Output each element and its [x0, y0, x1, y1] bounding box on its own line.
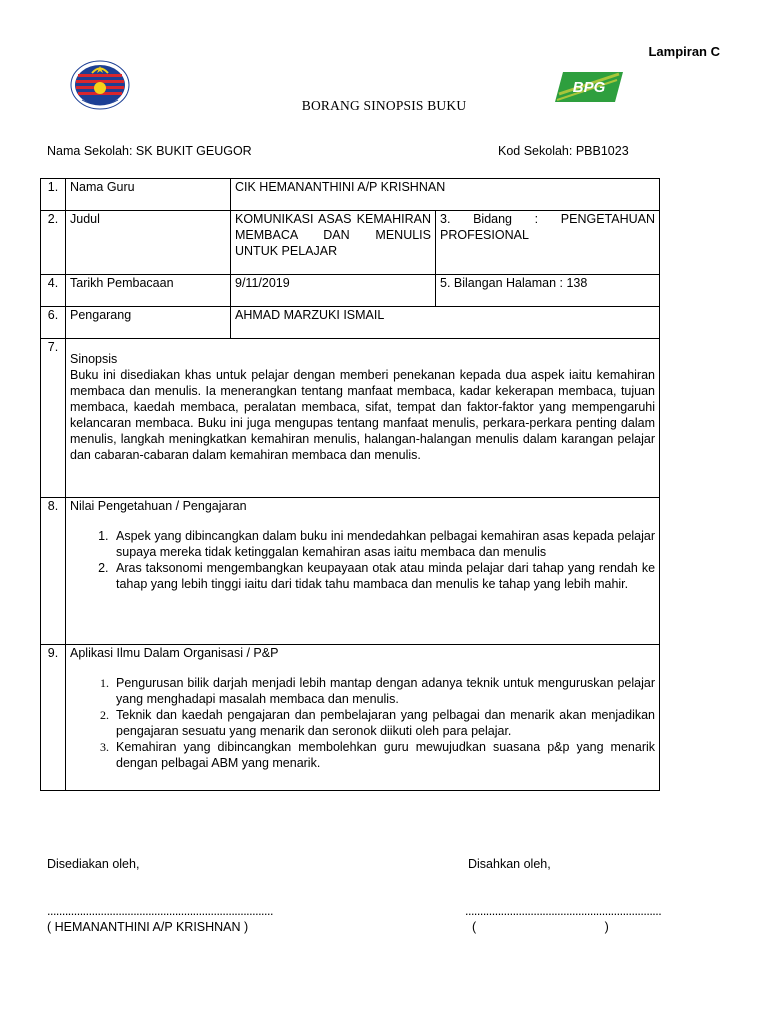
list-item: 3. Kemahiran yang dibincangkan membolehkan guru mewujudkan suasana p&p yang menarik dengan pelbagai ABM yang menarik. [112, 739, 655, 771]
application-cell [66, 645, 660, 791]
synopsis-form-table [40, 178, 660, 791]
list-item: 2. Teknik dan kaedah pengajaran dan pembelajaran yang pelbagai dan menarik akan menjadikan pengajaran sesuatu yang menarik dan seronok diikuti oleh para pelajar. [112, 707, 655, 739]
form-title: BORANG SINOPSIS BUKU [301, 98, 467, 113]
reading-date-value: 9/11/2019 [231, 275, 436, 307]
field-label: Nama Guru [66, 179, 231, 211]
row-number: 4. [41, 275, 66, 307]
field-label: Judul [66, 211, 231, 275]
school-name: Nama Sekolah: SK BUKIT GEUGOR [47, 144, 252, 158]
application-list [70, 675, 655, 771]
row-number: 6. [41, 307, 66, 339]
author-value: AHMAD MARZUKI ISMAIL [231, 307, 660, 339]
synopsis-heading: Sinopsis [70, 352, 118, 366]
row-number: 1. [41, 179, 66, 211]
attachment-label: Lampiran C [648, 44, 720, 59]
row-author [41, 307, 660, 339]
row-synopsis [41, 339, 660, 498]
row-number: 7. [41, 339, 66, 498]
row-application [41, 645, 660, 791]
row-reading-date [41, 275, 660, 307]
row-knowledge-value [41, 498, 660, 645]
list-item: 2. Aras taksonomi mengembangkan keupayaan otak atau minda pelajar dari tahap yang rendah ke tahap yang lebih tinggi iaitu dari tidak tahu mambaca dan menulis ke tahap yang lebih mahir. [112, 560, 655, 592]
row-teacher-name [41, 179, 660, 211]
row-number: 8. [41, 498, 66, 645]
approved-by-name: ( ) [472, 920, 609, 934]
field-label: Pengarang [66, 307, 231, 339]
row-title [41, 211, 660, 275]
teacher-name-value: CIK HEMANANTHINI A/P KRISHNAN [231, 179, 660, 211]
svg-text:BPG: BPG [572, 79, 606, 96]
field-value: 3. Bidang : PENGETAHUAN PROFESIONAL [436, 211, 660, 275]
application-heading: Aplikasi Ilmu Dalam Organisasi / P&P [70, 646, 279, 660]
prepared-by-name: ( HEMANANTHINI A/P KRISHNAN ) [47, 920, 249, 934]
approved-signature-line: .................................................................. [465, 904, 662, 918]
knowledge-heading: Nilai Pengetahuan / Pengajaran [70, 499, 247, 513]
field-label: Tarikh Pembacaan [66, 275, 231, 307]
knowledge-cell [66, 498, 660, 645]
row-number: 2. [41, 211, 66, 275]
prepared-signature-line: ............................................................................ [47, 904, 273, 918]
book-title-value: KOMUNIKASI ASAS KEMAHIRAN MEMBACA DAN MENULIS UNTUK PELAJAR [231, 211, 436, 275]
school-code: Kod Sekolah: PBB1023 [498, 144, 629, 158]
prepared-by-label: Disediakan oleh, [47, 857, 140, 871]
synopsis-text: Buku ini disediakan khas untuk pelajar dengan memberi penekanan kepada dua aspek iaitu kemahiran membaca dan menulis. Ia menerangkan tentang manfaat membaca, kadar kekerapan membaca, tujuan membaca, kaedah membaca, peralatan membaca, sifat, tempat dan faktor-faktor yang mempengaruhi kelancaran membaca. Buku ini juga mengupas tentang manfaat menulis, perkara-perkara penting dalam menulis, langkah meningkatkan kemahiran menulis, halangan-halangan menulis dalam karangan pelajar dan cabaran-cabaran dalam kemahiran membaca dan menulis. [70, 368, 656, 462]
row-number: 9. [41, 645, 66, 791]
synopsis-cell [66, 339, 660, 498]
approved-by-label: Disahkan oleh, [468, 857, 551, 871]
list-item: 1. Aspek yang dibincangkan dalam buku ini mendedahkan pelbagai kemahiran asas kepada pelajar supaya mereka tidak ketinggalan kemahiran asas iaitu membaca dan menulis [112, 528, 655, 560]
page-count-value: 5. Bilangan Halaman : 138 [436, 275, 660, 307]
list-item: 1. Pengurusan bilik darjah menjadi lebih mantap dengan adanya teknik untuk menguruskan pelajar yang menghadapi masalah membaca dan menulis. [112, 675, 655, 707]
knowledge-list [70, 528, 655, 592]
